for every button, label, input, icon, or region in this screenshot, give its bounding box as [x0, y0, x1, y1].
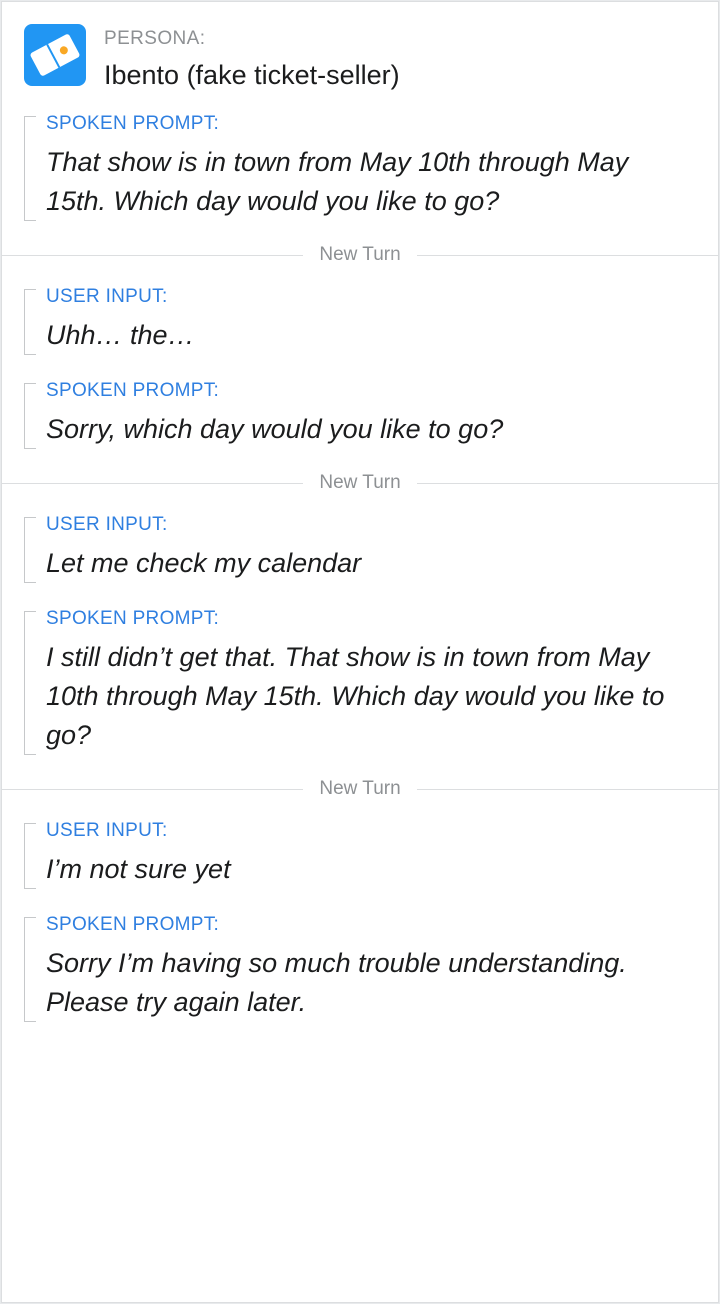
bracket-marker: [24, 517, 36, 583]
block-text: Sorry, which day would you like to go?: [46, 414, 504, 444]
block-label: SPOKEN PROMPT:: [46, 914, 220, 935]
new-turn-label: New Turn: [319, 472, 401, 493]
conversation-card: [1, 1, 719, 1303]
ticket-icon: [24, 24, 86, 86]
turn-3: [2, 513, 718, 759]
divider-line-right: [417, 789, 718, 790]
persona-header: [2, 2, 718, 92]
new-turn-label: New Turn: [319, 244, 401, 265]
divider-line-right: [417, 483, 718, 484]
block-label: USER INPUT:: [46, 820, 168, 841]
spoken-prompt-block: [24, 607, 694, 759]
turn-1: [2, 112, 718, 225]
user-input-block: [24, 513, 694, 587]
persona-label: PERSONA:: [104, 28, 206, 49]
persona-text: [86, 24, 400, 92]
ticket-glyph: [29, 33, 80, 77]
block-text: That show is in town from May 10th through May 15th. Which day would you like to go?: [46, 147, 629, 216]
block-text: Uhh… the…: [46, 320, 195, 350]
ticket-body: [29, 33, 80, 77]
divider-line-left: [2, 483, 303, 484]
spoken-prompt-block: [24, 913, 694, 1026]
bracket-marker: [24, 917, 36, 1022]
block-text: Sorry I’m having so much trouble understanding. Please try again later.: [46, 948, 627, 1017]
spoken-prompt-block: [24, 379, 694, 453]
persona-name: Ibento (fake ticket-seller): [104, 60, 400, 90]
new-turn-divider: [2, 779, 718, 799]
block-label: SPOKEN PROMPT:: [46, 608, 220, 629]
block-text: I still didn’t get that. That show is in town from May 10th through May 15th. Which day would you like to go?: [46, 642, 665, 750]
user-input-block: [24, 285, 694, 359]
block-label: USER INPUT:: [46, 286, 168, 307]
new-turn-label: New Turn: [319, 778, 401, 799]
divider-line-right: [417, 255, 718, 256]
turn-4: [2, 819, 718, 1026]
divider-line-left: [2, 255, 303, 256]
spoken-prompt-block: [24, 112, 694, 225]
block-text: Let me check my calendar: [46, 548, 362, 578]
bracket-marker: [24, 383, 36, 449]
block-label: SPOKEN PROMPT:: [46, 113, 220, 134]
bracket-marker: [24, 823, 36, 889]
turn-2: [2, 285, 718, 453]
new-turn-divider: [2, 245, 718, 265]
block-text: I’m not sure yet: [46, 854, 231, 884]
bracket-marker: [24, 116, 36, 221]
block-label: SPOKEN PROMPT:: [46, 380, 220, 401]
new-turn-divider: [2, 473, 718, 493]
bracket-marker: [24, 611, 36, 755]
bracket-marker: [24, 289, 36, 355]
user-input-block: [24, 819, 694, 893]
block-label: USER INPUT:: [46, 514, 168, 535]
divider-line-left: [2, 789, 303, 790]
